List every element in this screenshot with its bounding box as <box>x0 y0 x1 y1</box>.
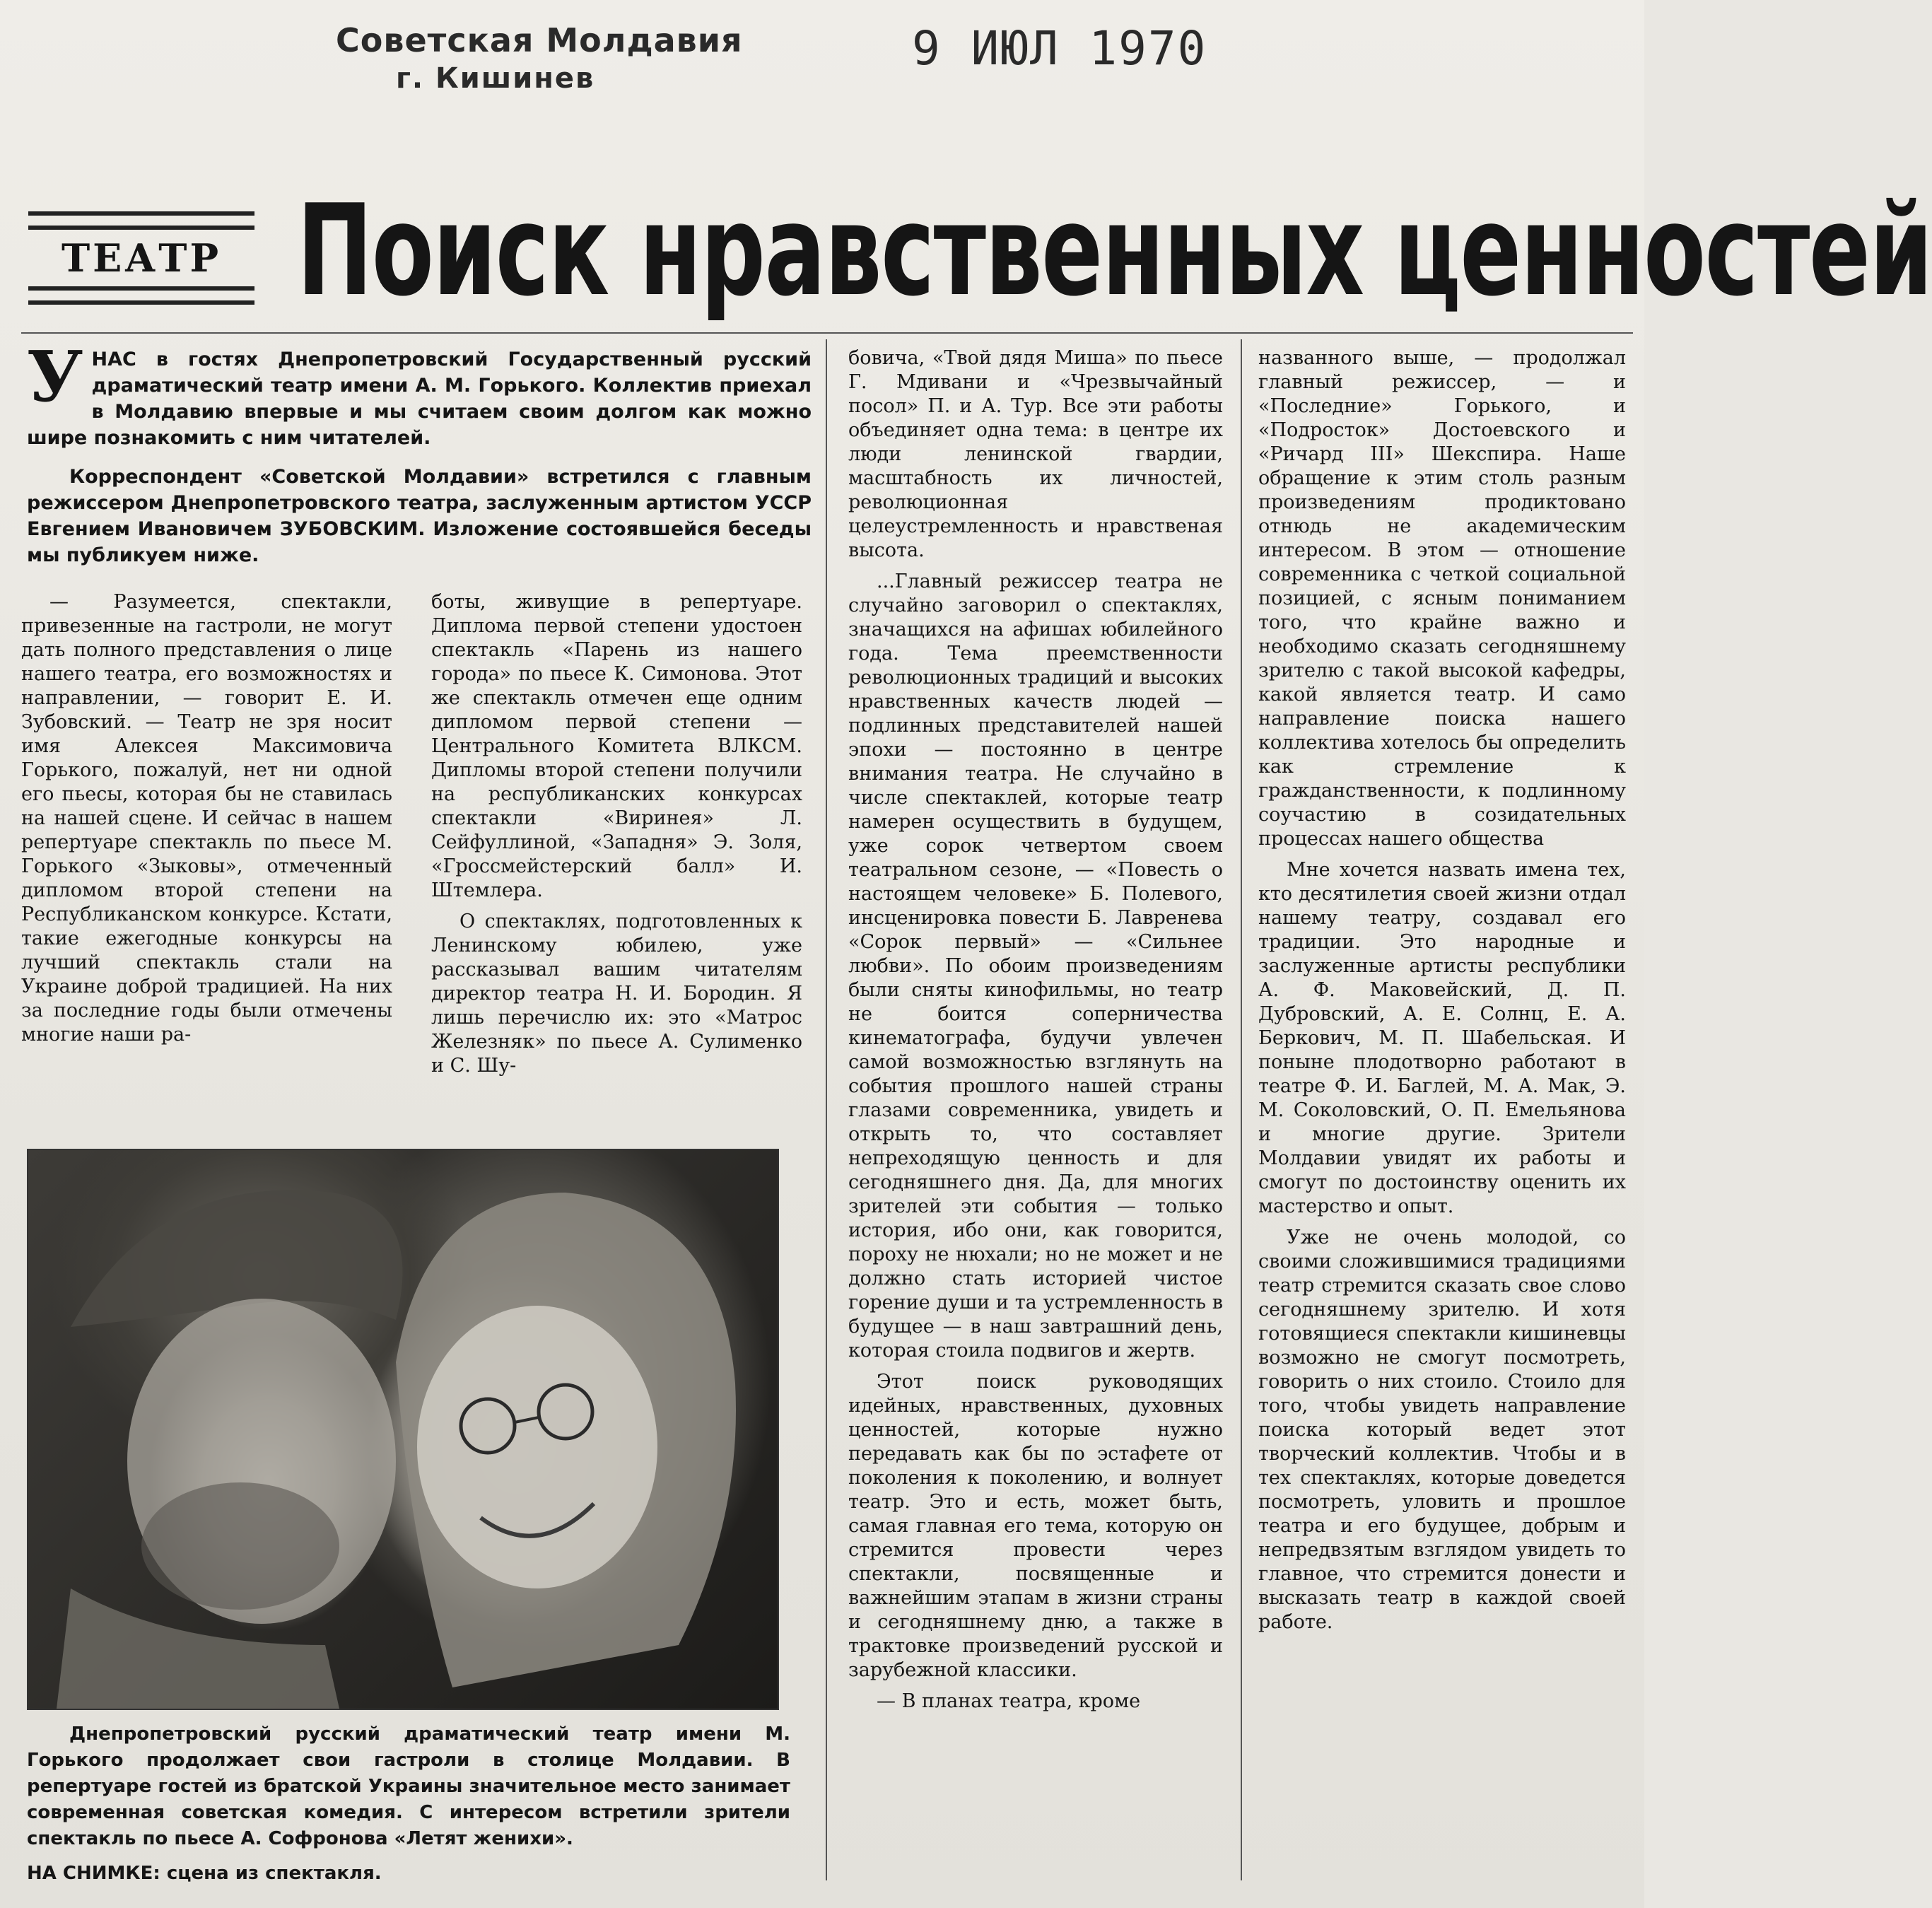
column-paragraph: — В планах театра, кроме <box>877 1690 1141 1712</box>
column-paragraph: названного выше, — продолжал главный режиссер, — и «Последние» Горького, и «Подросток» Достоевского и «Ричард III» Шекспира. Наше обращение к этим столь разным произведениям продиктовано отнюдь не академическим интересом. В этом — отношение современника с четкой социальной позицией, с ясным пониманием того, что крайне важно и необходимо сказать сегодняшнему зрителю с такой высокой кафедры, какой является театр. И само направление поиска нашего коллектива хотелось бы определить как стремление к гражданственности, к подлинному соучастию в созидательных процессах нашего общества <box>1258 347 1626 850</box>
article-headline: Поиск нравственных ценностей <box>297 177 1932 324</box>
scene-photograph <box>27 1149 779 1710</box>
column-4 <box>1258 346 1626 1641</box>
lead-text-1: НАС в гостях Днепропетровский Государственный русский драматический театр имени А. М. Горького. Коллектив приехал в Молдавию впервые и мы считаем своим долгом как можно шире познакомить с ним читателей. <box>27 349 812 449</box>
column-divider <box>826 339 827 1880</box>
column-paragraph: Мне хочется назвать имена тех, кто десятилетия своей жизни отдал нашему театру, создавал его традиции. Это народные и заслуженные артисты республики А. Ф. Маковейский, Д. П. Дубровский, А. Е. Солнц, Е. А. Беркович, М. П. Шабельская. И поныне плодотворно работают в театре Ф. И. Баглей, М. А. Мак, Э. М. Соколовский, О. П. Емельянова и многие другие. Зрители Молдавии увидят их работы и смогут по достоинству оценить их мастерство и опыт. <box>1258 859 1626 1217</box>
column-divider <box>1241 339 1242 1880</box>
column-1 <box>21 590 392 1054</box>
caption-photo-note: НА СНИМКЕ: сцена из спектакля. <box>27 1863 382 1884</box>
rubric-rule <box>28 286 254 291</box>
drop-cap: У <box>27 336 83 418</box>
column-2 <box>431 590 802 1085</box>
article-lead <box>27 336 812 581</box>
newspaper-name-stamp: Советская Молдавия <box>336 21 743 59</box>
section-rubric <box>28 201 254 308</box>
date-stamp: 9 ИЮЛ 1970 <box>912 21 1207 76</box>
rubric-rule <box>28 211 254 216</box>
caption-text: Днепропетровский русский драматический театр имени М. Горького продолжает свои гастроли в столице Молдавии. В репертуаре гостей из братской Украины значительное место занимает современная советская комедия. С интересом встретили зрители спектакль по пьесе А. Софронова «Летят женихи». <box>27 1723 790 1849</box>
column-paragraph: Этот поиск руководящих идейных, нравственных, духовных ценностей, которые нужно передавать как бы по эстафете от поколения к поколению, и волнует театр. Это и есть, может быть, самая главная его тема, которую он стремится провести через спектакли, посвященные и важнейшим этапам в жизни страны и сегодняшнему дню, а также в трактовке произведений русской и зарубежной классики. <box>848 1371 1223 1681</box>
lead-paragraph-1 <box>27 336 812 451</box>
photo-figures <box>28 1150 778 1709</box>
column-paragraph: Уже не очень молодой, со своими сложившимися традициями театр стремится сказать свое слово сегодняшнему зрителю. И хотя готовящиеся спектакли кишиневцы возможно не смогут посмотреть, говорить о них стоило. Стоило для того, чтобы увидеть направление поиска который ведет этот творческий коллектив. Чтобы и в тех спектаклях, которые доведется посмотреть, уловить и прошлое театра и его будущее, добрым и непредвзятым взглядом увидеть то главное, что стремится донести и высказать театр в каждой своей работе. <box>1258 1227 1626 1633</box>
column-paragraph: — Разумеется, спектакли, привезенные на гастроли, не могут дать полного представления о лице нашего театра, его возможностях и направлении, — говорит Е. И. Зубовский. — Театр не зря носит имя Алексея Максимовича Горького, пожалуй, нет ни одной его пьесы, которая бы не ставилась на нашей сцене. И сейчас в нашем репертуаре спектакль по пьесе М. Горького «Зыковы», отмеченный дипломом второй степени на Республиканском конкурсе. Кстати, такие ежегодные конкурсы на лучший спектакль стали на Украине доброй традицией. На них за последние годы были отмечены многие наши ра- <box>21 591 392 1046</box>
rubric-rule <box>28 300 254 305</box>
rubric-rule <box>28 226 254 230</box>
column-paragraph: боты, живущие в репертуаре. Диплома первой степени удостоен спектакль «Парень из нашего города» по пьесе К. Симонова. Этот же спектакль отмечен еще одним дипломом первой степени — Центрального Комитета ВЛКСМ. Дипломы второй степени получили на республиканских конкурсах спектакли «Виринея» Л. Сейфуллиной, «Западня» Э. Золя, «Гроссмейстерский балл» И. Штемлера. <box>431 591 802 901</box>
column-paragraph: бовича, «Твой дядя Миша» по пьесе Г. Мдивани и «Чрезвычайный посол» П. и А. Тур. Все эти работы объединяет одна тема: в центре их люди ленинской гвардии, масштабность их личностей, революционная целеустремленность и нравственая высота. <box>848 347 1223 561</box>
photo-caption <box>27 1721 790 1887</box>
headline-divider <box>21 332 1633 334</box>
lead-paragraph-2: Корреспондент «Советской Молдавии» встретился с главным режиссером Днепропетровского театра, заслуженным артистом УССР Евгением Ивановичем ЗУБОВСКИМ. Изложение состоявшейся беседы мы публикуем ниже. <box>27 466 812 566</box>
rubric-label: ТЕАТР <box>61 235 222 281</box>
column-paragraph: ...Главный режиссер театра не случайно заговорил о спектаклях, значащихся на афишах юбилейного года. Тема преемственности революционных традиций и высоких нравственных качеств людей — подлинных представителей нашей эпохи — постоянно в центре внимания театра. Не случайно в числе спектаклей, которые театр намерен осуществить в будущем, уже сорок четвертом своем театральном сезоне, — «Повесть о настоящем человеке» Б. Полевого, инсценировка повести Б. Лавренева «Сорок первый» — «Сильнее любви». По обоим произведениям были сняты кинофильмы, но театр не боится соперничества кинематографа, будучи увлечен самой возможностью взглянуть на события прошлого нашей страны глазами современника, увидеть и открыть то, что составляет непреходящую ценность и для сегодняшнего дня. Да, для многих зрителей эти события — только история, ибо они, как говорится, пороху не нюхали; но не может и не должно стать историей чистое горение души и та устремленность в будущее — в наш завтрашний день, которая стоила подвигов и жертв. <box>848 570 1223 1362</box>
column-paragraph: О спектаклях, подготовленных к Ленинскому юбилею, уже рассказывал вашим читателям директор театра Н. И. Бородин. Я лишь перечислю их: это «Матрос Железняк» по пьесе А. Сулименко и С. Шу- <box>431 911 802 1077</box>
column-3 <box>848 346 1223 1721</box>
city-stamp: г. Кишинев <box>396 62 595 95</box>
